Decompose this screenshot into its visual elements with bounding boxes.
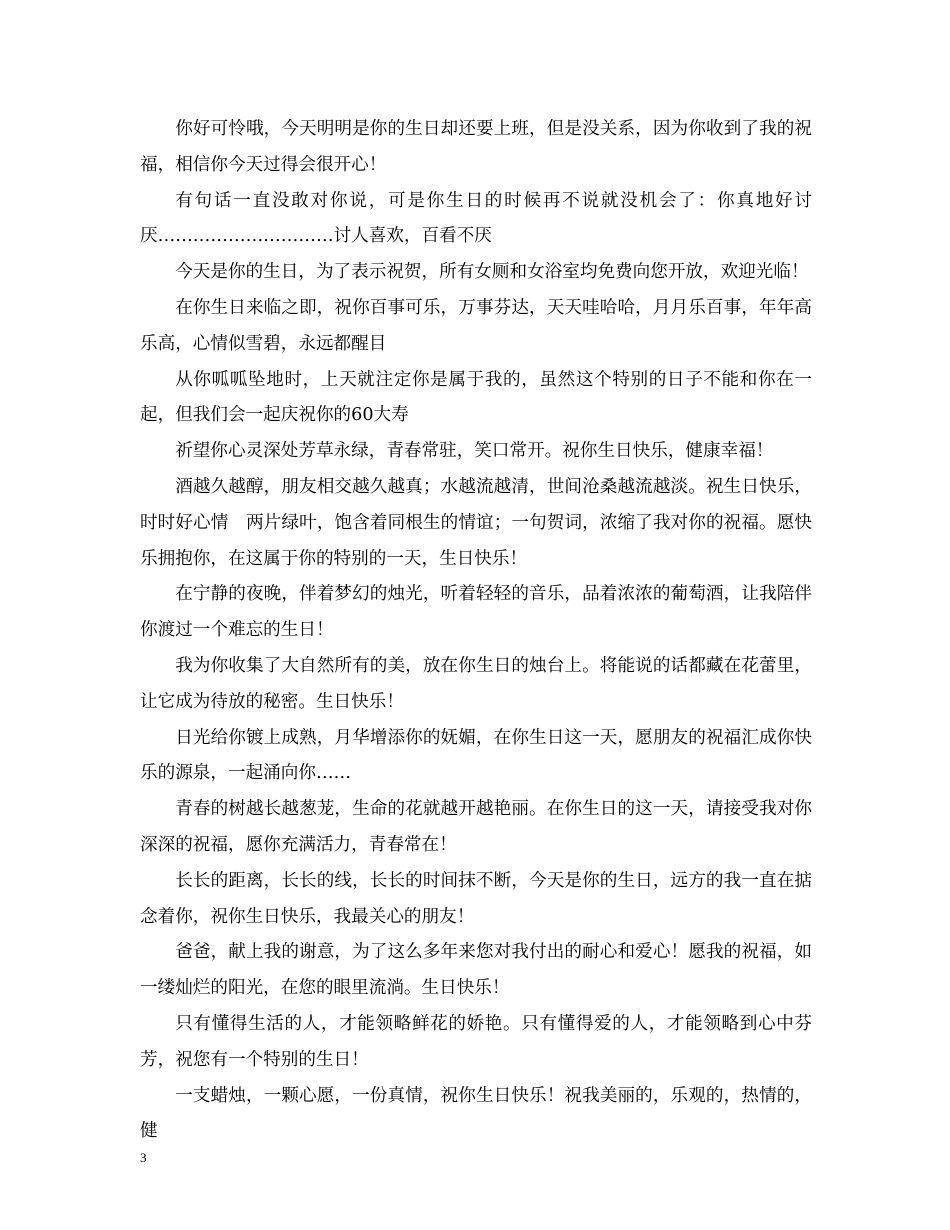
paragraph: 只有懂得生活的人，才能领略鲜花的娇艳。只有懂得爱的人，才能领略到心中芬芳，祝您有一个特别的生日！ bbox=[140, 1013, 812, 1070]
paragraph: 你好可怜哦，今天明明是你的生日却还要上班，但是没关系，因为你收到了我的祝福，相信你今天过得会很开心！ bbox=[140, 119, 812, 175]
paragraph: 爸爸，献上我的谢意，为了这么多年来您对我付出的耐心和爱心！愿我的祝福，如一缕灿烂的阳光，在您的眼里流淌。生日快乐！ bbox=[140, 942, 812, 999]
paragraph: 今天是你的生日，为了表示祝贺，所有女厕和女浴室均免费向您开放，欢迎光临！ bbox=[175, 262, 809, 283]
paragraph: 从你呱呱坠地时，上天就注定你是属于我的，虽然这个特别的日子不能和你在一起，但我们会一起庆祝你的60大寿 bbox=[140, 369, 812, 426]
paragraph: 青春的树越长越葱茏，生命的花就越开越艳丽。在你生日的这一天，请接受我对你深深的祝福，愿你充满活力，青春常在！ bbox=[140, 799, 812, 855]
paragraph: 一支蜡烛，一颗心愿，一份真情，祝你生日快乐！祝我美丽的，乐观的，热情的，健 bbox=[140, 1085, 812, 1142]
paragraph: 祈望你心灵深处芳草永绿，青春常驻，笑口常开。祝你生日快乐，健康幸福！ bbox=[175, 441, 774, 462]
paragraph: 我为你收集了大自然所有的美，放在你生日的烛台上。将能说的话都藏在花蕾里，让它成为待放的秘密。生日快乐！ bbox=[140, 655, 812, 712]
paragraph: 长长的距离，长长的线，长长的时间抹不断，今天是你的生日，远方的我一直在掂念着你，祝你生日快乐，我最关心的朋友！ bbox=[140, 870, 812, 927]
page-number: 3 bbox=[140, 1150, 147, 1165]
document-body bbox=[140, 112, 812, 1150]
paragraph: 日光给你镀上成熟，月华增添你的妩媚，在你生日这一天，愿朋友的祝福汇成你快乐的源泉，一起涌向你…… bbox=[140, 727, 812, 784]
paragraph: 在宁静的夜晚，伴着梦幻的烛光，听着轻轻的音乐，品着浓浓的葡萄酒，让我陪伴你渡过一个难忘的生日！ bbox=[140, 584, 812, 641]
paragraph: 有句话一直没敢对你说，可是你生日的时候再不说就没机会了：你真地好讨厌…………………………讨人喜欢，百看不厌 bbox=[140, 190, 812, 247]
paragraph: 在你生日来临之即，祝你百事可乐，万事芬达，天天哇哈哈，月月乐百事，年年高乐高，心情似雪碧，永远都醒目 bbox=[140, 297, 812, 354]
paragraph: 酒越久越醇，朋友相交越久越真；水越流越清，世间沧桑越流越淡。祝生日快乐，时时好心情 两片绿叶，饱含着同根生的情谊；一句贺词，浓缩了我对你的祝福。愿快乐拥抱你，在这属于你的特别的一天，生日快乐！ bbox=[140, 476, 812, 569]
